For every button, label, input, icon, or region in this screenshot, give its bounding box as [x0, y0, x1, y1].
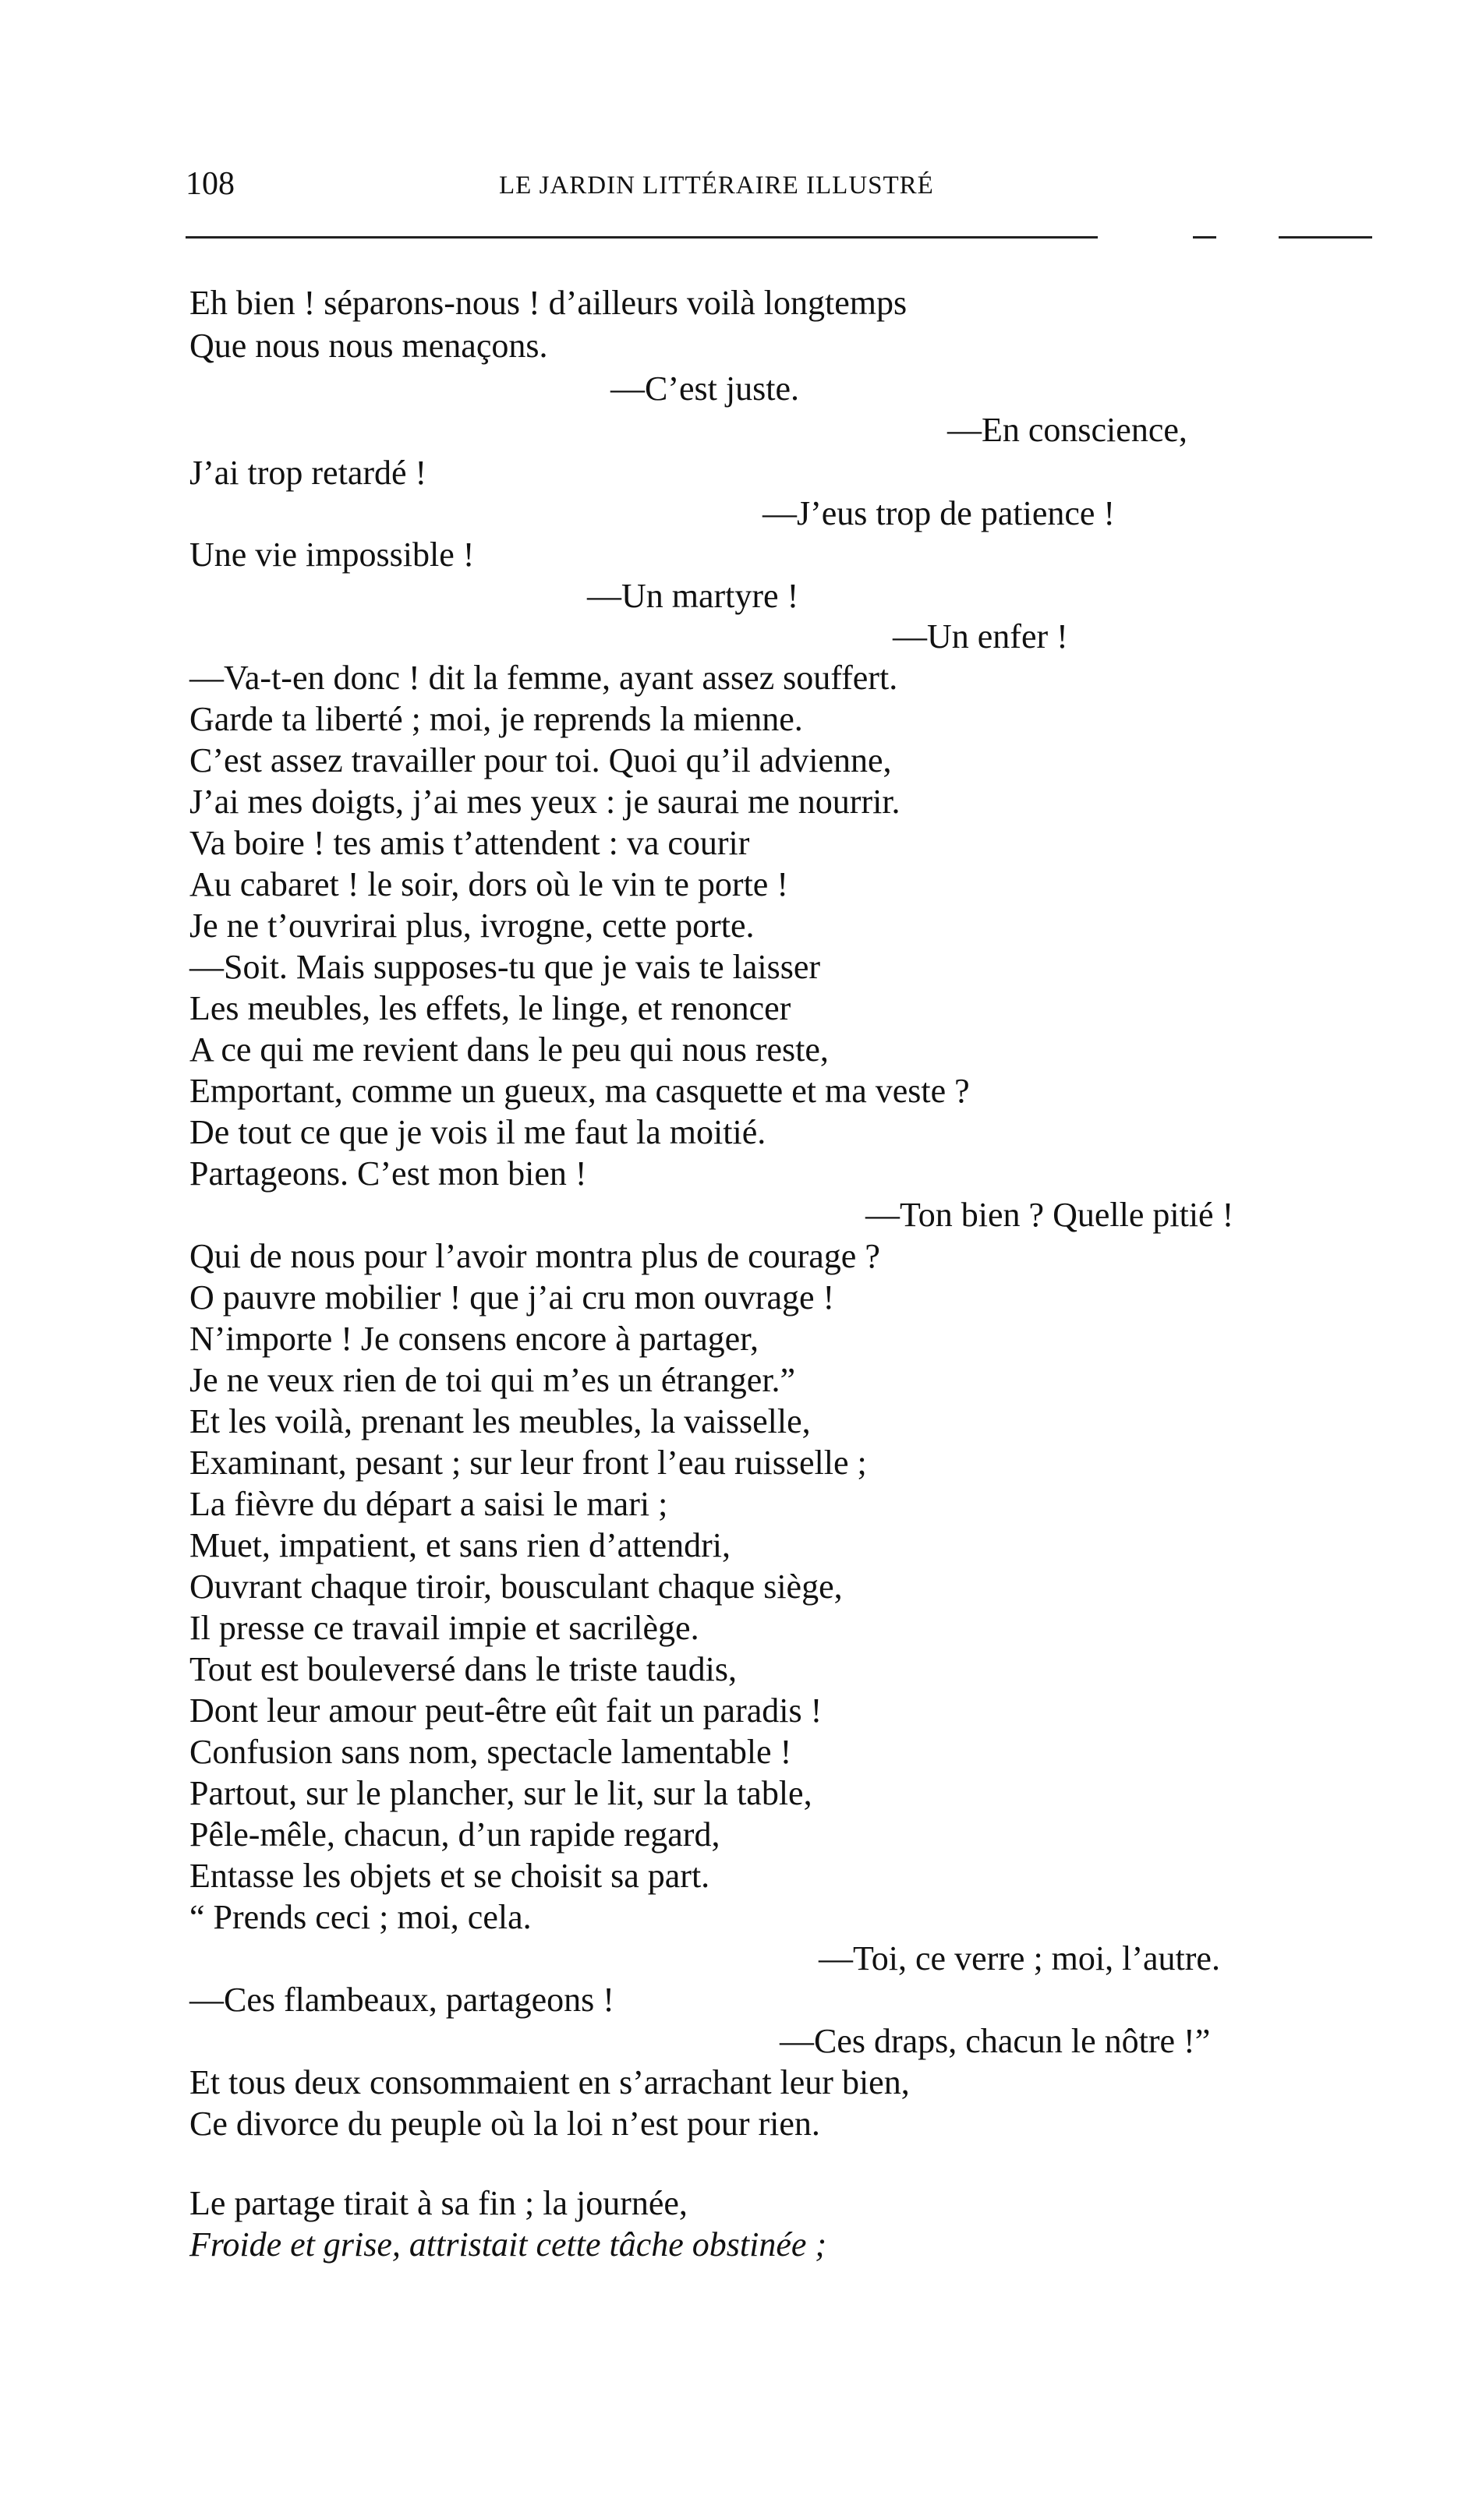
poem-line: Et les voilà, prenant les meubles, la vaisselle,: [189, 1402, 811, 1440]
poem-line: Confusion sans nom, spectacle lamentable !: [189, 1733, 792, 1771]
poem-line: Froide et grise, attristait cette tâche obstinée ;: [189, 2225, 827, 2264]
poem-line: Pêle-mêle, chacun, d’un rapide regard,: [189, 1815, 720, 1854]
poem-line: Eh bien ! séparons-nous ! d’ailleurs voilà longtemps: [189, 284, 908, 322]
poem-line: Je ne veux rien de toi qui m’es un étranger.”: [189, 1361, 796, 1399]
poem-line: —Un martyre !: [587, 577, 799, 615]
poem-line: —J’eus trop de patience !: [762, 494, 1116, 532]
header-rule-fragment: [1279, 236, 1372, 239]
poem-line: —Ton bien ? Quelle pitié !: [865, 1196, 1234, 1234]
header-rule-fragment: [1193, 236, 1216, 239]
poem-line: Une vie impossible !: [189, 535, 475, 574]
poem-line: Garde ta liberté ; moi, je reprends la mienne.: [189, 700, 803, 738]
poem-line: J’ai trop retardé !: [189, 454, 427, 492]
poem-line: —Va-t-en donc ! dit la femme, ayant assez souffert.: [189, 659, 898, 697]
poem-line: Tout est bouleversé dans le triste taudis,: [189, 1650, 737, 1688]
poem-line: “ Prends ceci ; moi, cela.: [189, 1898, 532, 1936]
poem-line: —Un enfer !: [893, 617, 1068, 656]
poem-line: Muet, impatient, et sans rien d’attendri,: [189, 1526, 731, 1564]
poem-line: La fièvre du départ a saisi le mari ;: [189, 1485, 668, 1523]
poem-line: Que nous nous menaçons.: [189, 327, 548, 365]
poem-line: Examinant, pesant ; sur leur front l’eau ruisselle ;: [189, 1444, 867, 1482]
poem-line: Emportant, comme un gueux, ma casquette et ma veste ?: [189, 1072, 970, 1110]
poem-line: —En conscience,: [947, 411, 1187, 449]
poem-line: Au cabaret ! le soir, dors où le vin te porte !: [189, 865, 788, 903]
poem-line: O pauvre mobilier ! que j’ai cru mon ouvrage !: [189, 1278, 835, 1317]
poem-line: C’est assez travailler pour toi. Quoi qu’il advienne,: [189, 741, 892, 779]
poem-line: —C’est juste.: [610, 369, 799, 408]
poem-line: De tout ce que je vois il me faut la moitié.: [189, 1113, 766, 1151]
poem-line: Partout, sur le plancher, sur le lit, sur la table,: [189, 1774, 812, 1812]
poem-line: Dont leur amour peut-être eût fait un paradis !: [189, 1691, 823, 1730]
poem-line: —Ces draps, chacun le nôtre !”: [780, 2022, 1211, 2060]
poem-line: J’ai mes doigts, j’ai mes yeux : je saurai me nourrir.: [189, 783, 900, 821]
page-number: 108: [186, 166, 235, 202]
poem-line: Ouvrant chaque tiroir, bousculant chaque siège,: [189, 1567, 843, 1606]
poem-line: —Toi, ce verre ; moi, l’autre.: [819, 1939, 1220, 1977]
poem-line: Partageons. C’est mon bien !: [189, 1154, 587, 1193]
poem-line: Le partage tirait à sa fin ; la journée,: [189, 2184, 688, 2222]
poem-line: —Ces flambeaux, partageons !: [189, 1981, 614, 2019]
poem-line: Va boire ! tes amis t’attendent : va courir: [189, 824, 750, 862]
poem-line: Et tous deux consommaient en s’arrachant leur bien,: [189, 2063, 910, 2101]
poem-line: Je ne t’ouvrirai plus, ivrogne, cette porte.: [189, 907, 755, 945]
poem-line: A ce qui me revient dans le peu qui nous reste,: [189, 1030, 829, 1069]
header-rule: [186, 236, 1098, 239]
poem-line: Il presse ce travail impie et sacrilège.: [189, 1609, 699, 1647]
poem-line: Entasse les objets et se choisit sa part.: [189, 1857, 710, 1895]
poem-line: —Soit. Mais supposes-tu que je vais te laisser: [189, 948, 821, 986]
poem-line: Ce divorce du peuple où la loi n’est pour rien.: [189, 2105, 820, 2143]
poem-line: Les meubles, les effets, le linge, et renoncer: [189, 989, 791, 1027]
running-title: LE JARDIN LITTÉRAIRE ILLUSTRÉ: [499, 171, 934, 200]
poem-line: Qui de nous pour l’avoir montra plus de courage ?: [189, 1237, 880, 1275]
poem-line: N’importe ! Je consens encore à partager,: [189, 1320, 759, 1358]
